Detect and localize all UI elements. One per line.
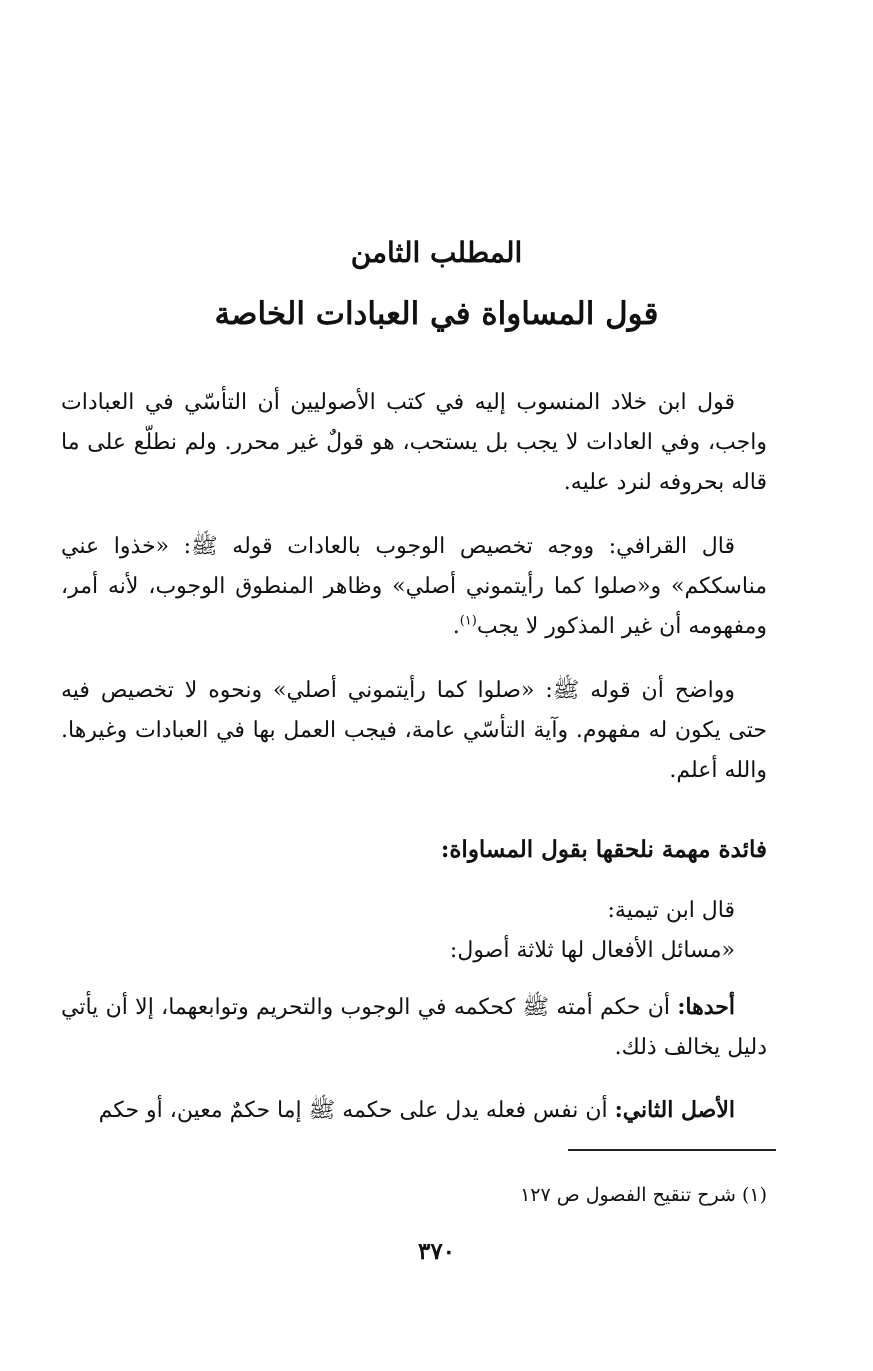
quote-line: «مسائل الأفعال لها ثلاثة أصول: <box>449 938 735 963</box>
principle-1-text: أن حكم أمته ﷺ كحكمه في الوجوب والتحريم وتوابعهما، إلا أن يأتي دليل يخالف ذلك. <box>61 995 767 1060</box>
footnote: (١) شرح تنقيح الفصول ص ١٢٧ <box>520 1184 767 1206</box>
paragraph-3-text: وواضح أن قوله ﷺ: «صلوا كما رأيتموني أصلي» ونحوه لا تخصيص فيه حتى يكون له مفهوم. وآية التأسّي عامة، فيجب العمل بها في العبادات وغيرها. والله أعلم. <box>61 678 767 783</box>
principle-2-body <box>61 1090 767 1131</box>
footnote-divider <box>568 1149 776 1151</box>
quote-intro: قال ابن تيمية: <box>607 898 735 923</box>
section-number-heading: المطلب الثامن <box>350 236 523 269</box>
paragraph-2 <box>61 527 767 647</box>
page-number: ٣٧٠ <box>417 1238 456 1265</box>
principle-2-text: أن نفس فعله يدل على حكمه ﷺ إما حكمٌ معين، أو حكم <box>98 1098 615 1123</box>
section-title: قول المساواة في العبادات الخاصة <box>214 296 659 332</box>
paragraph-2-body <box>61 527 767 647</box>
principle-1-label: أحدها: <box>677 994 735 1020</box>
principle-2-label: الأصل الثاني: <box>614 1097 735 1123</box>
paragraph-1-text: قول ابن خلاد المنسوب إليه في كتب الأصوليين أن التأسّي في العبادات واجب، وفي العادات لا يجب بل يستحب، هو قولٌ غير محرر. ولم نطلّع على ما قاله بحروفه لنرد عليه. <box>61 390 767 495</box>
paragraph-3 <box>61 671 767 791</box>
benefit-heading: فائدة مهمة نلحقها بقول المساواة: <box>440 836 767 863</box>
principle-2 <box>61 1090 767 1131</box>
footnote-reference[interactable]: (١) <box>459 613 477 629</box>
principle-1-body <box>61 987 767 1068</box>
paragraph-2-end: . <box>452 614 460 639</box>
paragraph-2-text: قال القرافي: ووجه تخصيص الوجوب بالعادات قوله ﷺ: «خذوا عني مناسككم» و«صلوا كما رأيتموني أصلي» وظاهر المنطوق الوجوب، لأنه أمر، ومفهومه أن غير المذكور لا يجب <box>61 534 767 639</box>
paragraph-1 <box>61 383 767 503</box>
principle-1 <box>61 987 767 1068</box>
quote-block <box>61 891 767 971</box>
